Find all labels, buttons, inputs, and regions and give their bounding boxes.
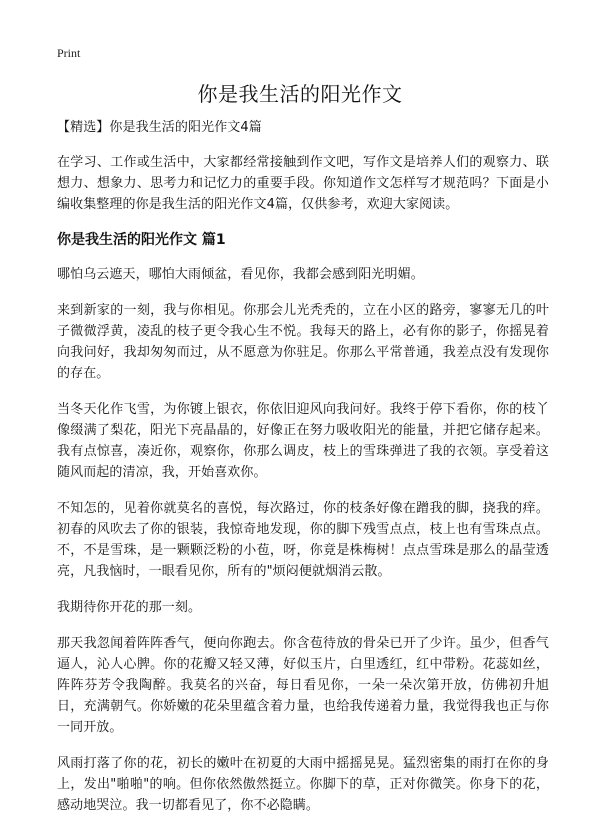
paragraph: 来到新家的一刻，我与你相见。你那会儿光秃秃的，立在小区的路旁，寥寥无几的叶子微微浮黄，凌乱的枝子更令我心生不悦。我每天的路上，必有你的影子，你摇晃着向我问好，我却匆匆而过，从不愿意为你驻足。你那么平常普通，我差点没有发现你的存在。 (57, 303, 549, 381)
paragraph: 不知怎的，见着你就莫名的喜悦，每次路过，你的枝条好像在蹭我的脚，挠我的痒。初春的风吹去了你的银装，我惊奇地发现，你的脚下残雪点点，枝上也有雪珠点点。不，不是雪珠，是一颗颗泛粉的小苞，呀，你竟是株梅树！点点雪珠是那么的晶莹透亮，凡我恼时，一眼看见你，所有的"烦闷便就烟消云散。 (57, 501, 549, 579)
paragraph: 那天我忽闻着阵阵香气，便向你跑去。你含苞待放的骨朵已开了少许。虽少，但香气逼人，沁人心脾。你的花瓣又轻又薄，好似玉片，白里透红，红中带粉。花蕊如丝，阵阵芬芳令我陶醉。我莫名的兴奋，每日看见你，一朵一朵次第开放，仿佛初升旭日，充满朝气。你娇嫩的花朵里蕴含着力量，也给我传递着力量，我觉得我也正与你一同开放。 (57, 636, 549, 735)
article-body (57, 117, 549, 831)
paragraph: 我期待你开花的那一刻。 (57, 600, 202, 615)
paragraph: 哪怕乌云遮天，哪怕大雨倾盆，看见你，我都会感到阳光明媚。 (57, 267, 424, 282)
paragraph: 当冬天化作飞雪，为你镀上银衣，你依旧迎风向我问好。我终于停下看你，你的枝丫像缀满了梨花，阳光下亮晶晶的，好像正在努力吸收阳光的能量，并把它储存起来。我有点惊喜，凑近你，观察你，你那么调皮，枝上的雪珠弹进了我的衣领。享受着这随风而起的清凉，我，开始喜欢你。 (57, 402, 549, 480)
tag-line: 【精选】你是我生活的阳光作文4篇 (57, 120, 262, 135)
intro-paragraph: 在学习、工作或生活中，大家都经常接触到作文吧，写作文是培养人们的观察力、联想力、想象力、思考力和记忆力的重要手段。你知道作文怎样写才规范吗？下面是小编收集整理的你是我生活的阳光作文4篇，仅供参考，欢迎大家阅读。 (57, 155, 549, 212)
paragraph: 风雨打落了你的花，初长的嫩叶在初夏的大雨中摇摇晃晃。猛烈密集的雨打在你的身上，发出"啪啪"的响。但你依然傲然挺立。你脚下的草，正对你微笑。你身下的花，感动地哭泣。我一切都看见了，你不必隐瞒。 (57, 756, 549, 813)
page-title: 你是我生活的阳光作文 (197, 82, 403, 106)
print-link[interactable]: Print (57, 46, 81, 60)
section-heading: 你是我生活的阳光作文 篇1 (57, 232, 226, 248)
